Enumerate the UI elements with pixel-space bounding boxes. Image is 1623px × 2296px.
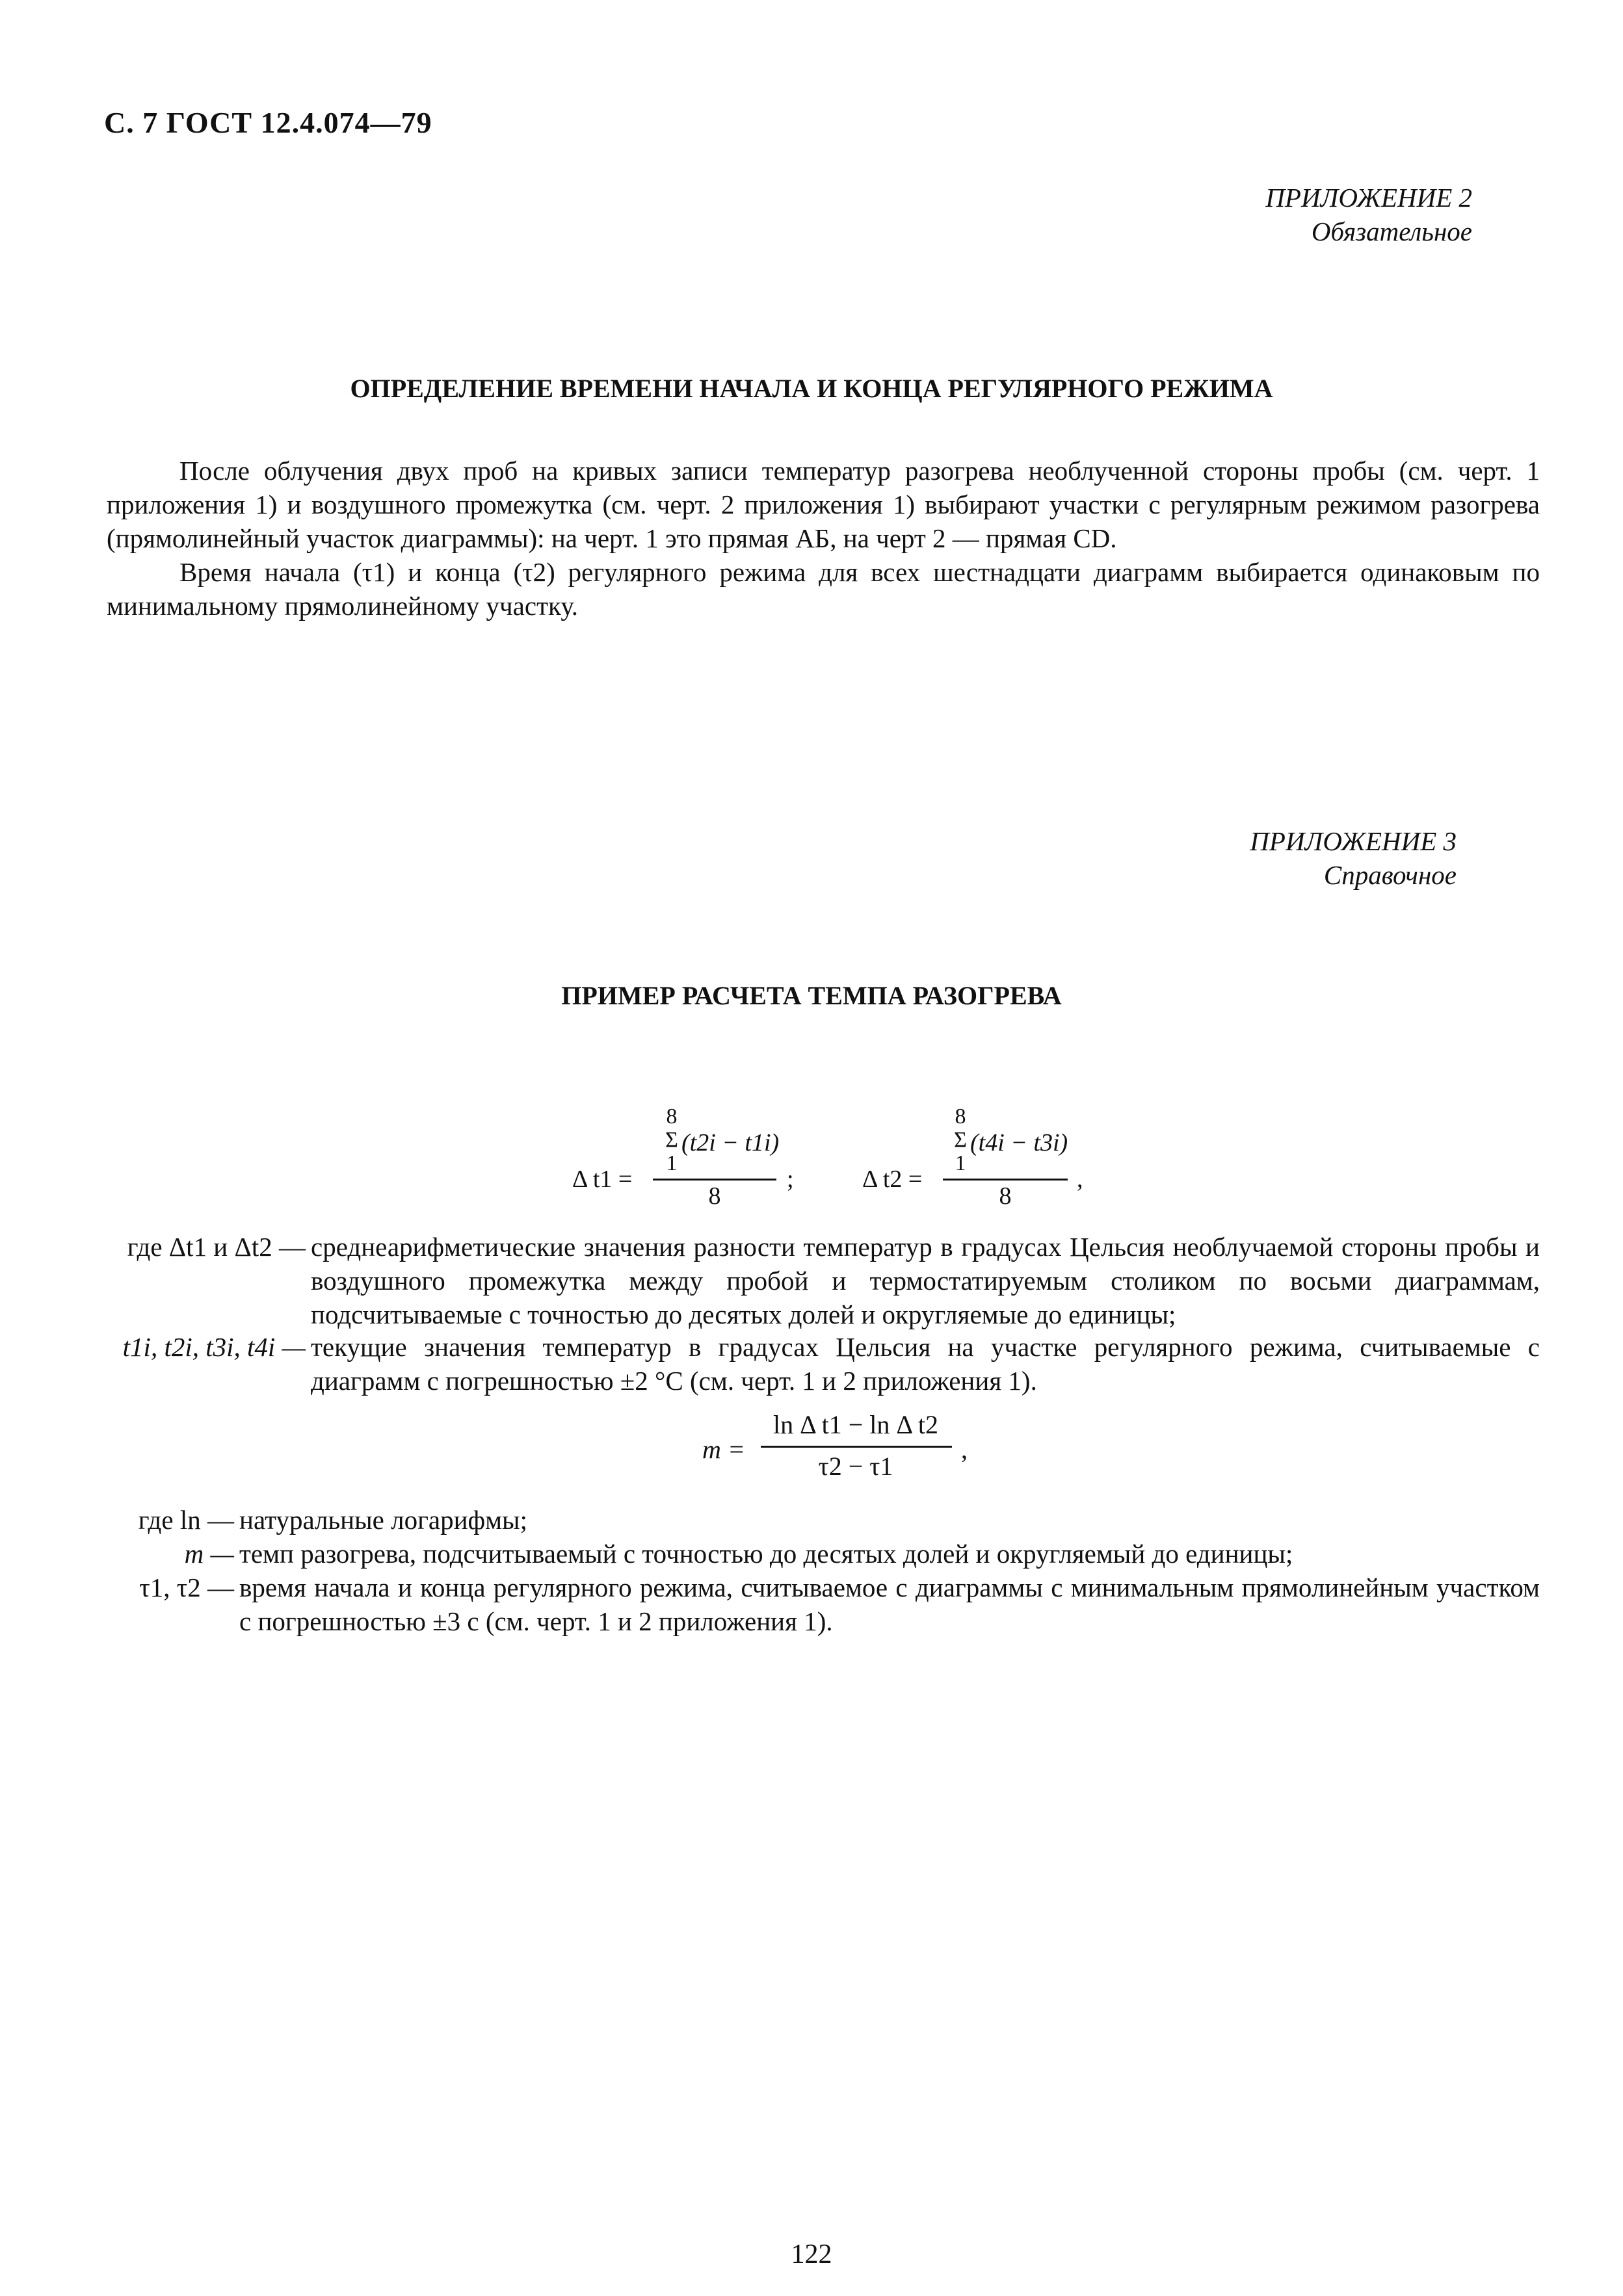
formula-m-numerator: ln Δ t1 − ln Δ t2 (772, 1410, 939, 1439)
formula-delta-t1-tail: ; (787, 1166, 794, 1193)
fraction-bar (653, 1179, 776, 1181)
page-header: С. 7 ГОСТ 12.4.074—79 (104, 106, 432, 139)
appendix-2-paragraph-1: После облучения двух проб на кривых записи температур разогрева необлученной стороны пробы (см. черт. 1 приложения 1) и воздушного промежутка (см. черт. 2 приложения 1) выбирают участки с регулярным режимом разогрева (прямолинейный участок диаграммы): на черт. 1 это прямая АБ, на черт 2 — прямая CD. (107, 456, 1540, 553)
definition-text: натуральные логарифмы; (239, 1505, 527, 1535)
fraction-bar (761, 1446, 952, 1448)
appendix-3-status: Справочное (1323, 860, 1457, 890)
definition-label: где Δt1 и Δt2 — (127, 1232, 306, 1262)
formula-delta-t2 (862, 1105, 1109, 1216)
sum-upper-limit: 8 (666, 1104, 678, 1128)
formula-delta-t2-numerator: (t4i − t3i) (970, 1129, 1068, 1156)
formula-delta-t1 (572, 1105, 819, 1216)
definition-label: t1i, t2i, t3i, t4i — (122, 1332, 306, 1362)
definition-label: где ln — (138, 1505, 234, 1535)
formula-delta-t2-lhs: Δ t2 = (862, 1166, 923, 1193)
definition-ln (0, 1503, 1623, 1537)
page-number: 122 (791, 2239, 832, 2269)
appendix-2-label-block (1265, 181, 1472, 248)
formula-delta-t1-numerator: (t2i − t1i) (681, 1129, 780, 1156)
definition-m (0, 1537, 1623, 1571)
formula-delta-t2-tail: , (1077, 1166, 1083, 1193)
definition-tau (0, 1571, 1623, 1642)
formula-heating-rate (702, 1409, 988, 1494)
definition-label: τ1, τ2 — (139, 1572, 234, 1602)
appendix-2-body (107, 454, 1540, 623)
appendix-2-paragraph-2: Время начала (τ1) и конца (τ2) регулярного режима для всех шестнадцати диаграмм выбирается одинаковым по минимальному прямолинейному участку. (107, 557, 1540, 621)
sum-sign: Σ (665, 1128, 678, 1152)
appendix-3-title: ПРИМЕР РАСЧЕТА ТЕМПА РАЗОГРЕВА (561, 981, 1062, 1010)
appendix-2-status: Обязательное (1311, 216, 1472, 246)
formula-m-tail: , (961, 1435, 968, 1464)
appendix-3-label: ПРИЛОЖЕНИЕ 3 (1250, 826, 1457, 856)
definition-text: текущие значения температур в градусах Цельсия на участке регулярного режима, считываемые с диаграмм с погрешностью ±2 °С (см. черт. 1 и 2 приложения 1). (311, 1332, 1540, 1396)
definition-delta-t (0, 1230, 1623, 1329)
definition-text (311, 1230, 1540, 1331)
formula-m-denominator: τ2 − τ1 (818, 1452, 893, 1481)
formula-delta-t1-denominator: 8 (708, 1182, 721, 1210)
formula-delta-t2-denominator: 8 (999, 1182, 1012, 1210)
definition-text-content: среднеарифметические значения разности температур в градусах Цельсия необлучаемой стороны пробы и воздушного промежутка между пробой и термостатируемым столиком по восьми диаграммам, подсчитываемые с точностью до десятых долей и округляемые до единицы; (311, 1232, 1540, 1329)
definition-label: m — (184, 1539, 234, 1569)
definition-text: время начала и конца регулярного режима, считываемое с диаграммы с минимальным прямолинейным участком с погрешностью ±3 с (см. черт. 1 и 2 приложения 1). (239, 1572, 1540, 1636)
definition-text: темп разогрева, подсчитываемый с точностью до десятых долей и округляемый до единицы; (239, 1539, 1293, 1569)
fraction-bar (943, 1179, 1068, 1181)
sum-upper-limit: 8 (955, 1104, 966, 1128)
sum-lower-limit: 1 (666, 1151, 678, 1175)
formula-m-lhs: m = (702, 1435, 745, 1464)
appendix-3-label-block (1250, 824, 1457, 892)
appendix-2-label: ПРИЛОЖЕНИЕ 2 (1265, 183, 1472, 213)
sum-sign: Σ (954, 1128, 967, 1152)
formula-delta-t1-lhs: Δ t1 = (572, 1166, 633, 1193)
sum-lower-limit: 1 (955, 1151, 966, 1175)
definition-current-temperatures (0, 1330, 1623, 1402)
appendix-2-title: ОПРЕДЕЛЕНИЕ ВРЕМЕНИ НАЧАЛА И КОНЦА РЕГУЛЯРНОГО РЕЖИМА (350, 374, 1273, 403)
